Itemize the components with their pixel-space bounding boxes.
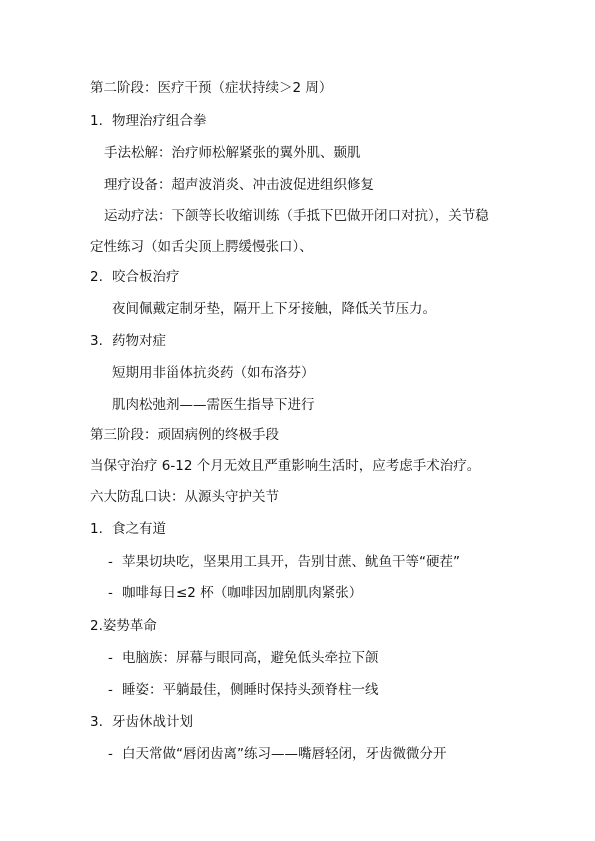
tip2-number: 2. xyxy=(90,618,103,634)
item3-title: 药物对症 xyxy=(112,333,166,349)
tip3-bullet-teeth xyxy=(108,745,447,763)
item3-number: 3. xyxy=(90,333,103,349)
tip1-row xyxy=(90,520,166,538)
item1-detail-exercise-line2: 定性练习（如舌尖顶上腭缓慢张口）、 xyxy=(90,239,313,255)
tip1-bullet-food xyxy=(108,553,460,571)
tip2-detail-computer: 电脑族：屏幕与眼同高，避免低头牵拉下颌 xyxy=(122,650,379,666)
item1-detail-massage: 手法松解：治疗师松解紧张的翼外肌、颞肌 xyxy=(104,145,361,161)
item1-row xyxy=(90,112,207,130)
stage3-heading: 第三阶段：顽固病例的终极手段 xyxy=(90,427,279,443)
tip1-title: 食之有道 xyxy=(112,521,166,537)
stage2-heading: 第二阶段：医疗干预（症状持续＞2 周） xyxy=(90,80,333,96)
bullet-dash: - xyxy=(108,682,113,698)
tip3-title: 牙齿休战计划 xyxy=(112,714,193,730)
tip1-detail-coffee: 咖啡每日≤2 杯（咖啡因加剧肌肉紧张） xyxy=(122,585,363,601)
item3-row xyxy=(90,332,166,350)
item1-number: 1. xyxy=(90,113,103,129)
item2-number: 2. xyxy=(90,269,103,285)
item3-detail-relaxant: 肌肉松弛剂——需医生指导下进行 xyxy=(112,397,315,413)
bullet-dash: - xyxy=(108,585,113,601)
tip2-row xyxy=(90,617,157,635)
tip3-number: 3. xyxy=(90,714,103,730)
tip2-detail-sleep: 睡姿：平躺最佳，侧睡时保持头颈脊柱一线 xyxy=(122,682,379,698)
item2-title: 咬合板治疗 xyxy=(112,269,180,285)
tip1-detail-food: 苹果切块吃，坚果用工具开，告别甘蔗、鱿鱼干等“硬茬” xyxy=(122,554,460,570)
tip1-bullet-coffee xyxy=(108,584,362,602)
tip1-number: 1. xyxy=(90,521,103,537)
stage3-text: 当保守治疗 6-12 个月无效且严重影响生活时，应考虑手术治疗。 xyxy=(90,458,481,474)
bullet-dash: - xyxy=(108,746,113,762)
item1-detail-equipment: 理疗设备：超声波消炎、冲击波促进组织修复 xyxy=(104,177,374,193)
tips-heading: 六大防乱口诀：从源头守护关节 xyxy=(90,489,279,505)
item1-title: 物理治疗组合拳 xyxy=(112,113,207,129)
item2-row xyxy=(90,268,180,286)
tip2-bullet-computer xyxy=(108,649,379,667)
tip2-bullet-sleep xyxy=(108,681,379,699)
item1-detail-exercise-line1: 运动疗法：下颌等长收缩训练（手抵下巴做开闭口对抗），关节稳 xyxy=(104,208,489,224)
tip3-detail-teeth: 白天常做“唇闭齿离”练习——嘴唇轻闭，牙齿微微分开 xyxy=(122,746,447,762)
tip3-row xyxy=(90,713,193,731)
bullet-dash: - xyxy=(108,554,113,570)
item3-detail-nsaid: 短期用非甾体抗炎药（如布洛芬） xyxy=(112,365,315,381)
item2-detail: 夜间佩戴定制牙垫，隔开上下牙接触，降低关节压力。 xyxy=(112,301,436,317)
bullet-dash: - xyxy=(108,650,113,666)
tip2-title: 姿势革命 xyxy=(102,618,157,634)
